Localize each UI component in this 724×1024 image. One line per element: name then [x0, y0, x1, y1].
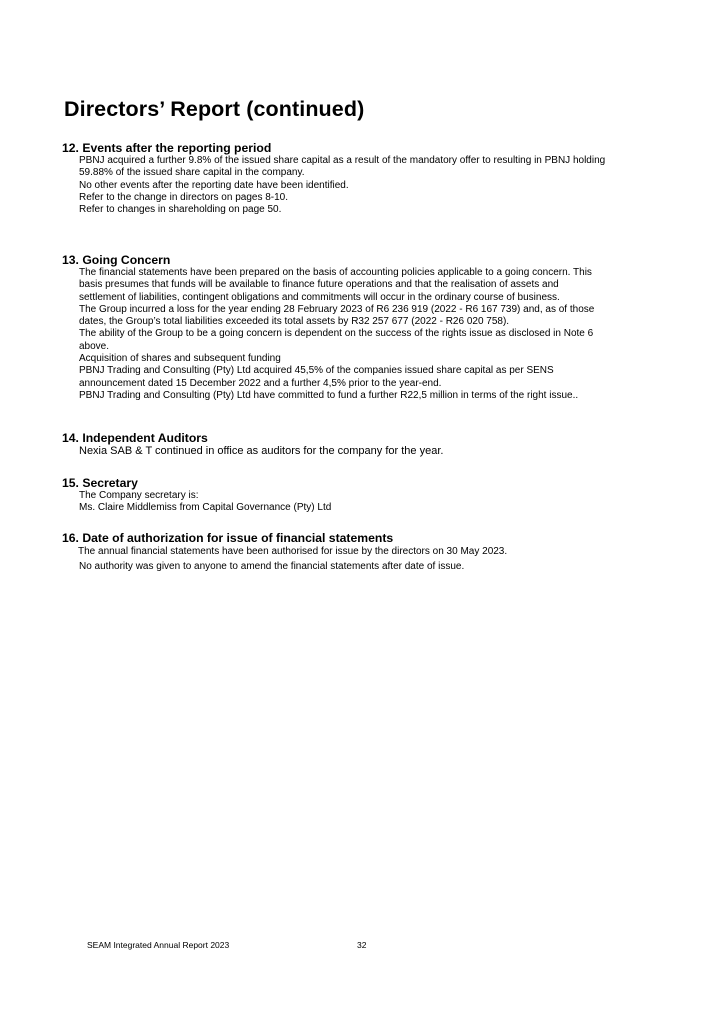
paragraph-line: Nexia SAB & T continued in office as auditors for the company for the year. [79, 445, 444, 457]
paragraph-line: PBNJ Trading and Consulting (Pty) Ltd acquired 45,5% of the companies issued share capital as per SENS [79, 365, 554, 377]
section-independent-auditors [62, 431, 682, 458]
section-secretary [62, 476, 682, 515]
section-heading: 15. Secretary [62, 476, 138, 490]
paragraph-line: The Company secretary is: [79, 490, 199, 501]
section-body [79, 490, 682, 515]
section-body [79, 445, 682, 458]
paragraph-line: PBNJ Trading and Consulting (Pty) Ltd have committed to fund a further R22,5 million in terms of the right issue.. [79, 389, 579, 401]
paragraph-line: The Group incurred a loss for the year ending 28 February 2023 of R6 236 919 (2022 - R6 167 739) and, as of those [79, 303, 595, 315]
paragraph-line: Refer to the change in directors on pages 8-10. [79, 191, 289, 203]
paragraph-line: basis presumes that funds will be available to finance future operations and that the realisation of assets and [79, 279, 559, 291]
section-body [78, 545, 682, 574]
section-body [79, 155, 682, 216]
section-heading: 12. Events after the reporting period [62, 141, 272, 155]
paragraph-line: The annual financial statements have been authorised for issue by the directors on 30 May 2023. [78, 546, 508, 557]
paragraph-line: Refer to changes in shareholding on page 50. [79, 204, 282, 216]
paragraph-line: The financial statements have been prepared on the basis of accounting policies applicable to a going concern. This [79, 267, 592, 278]
section-going-concern [62, 253, 682, 402]
paragraph-line: 59.88% of the issued share capital in the company. [79, 167, 305, 179]
section-body [79, 267, 682, 402]
section-heading: 13. Going Concern [62, 253, 171, 267]
paragraph-line: No authority was given to anyone to amend the financial statements after date of issue. [79, 560, 465, 572]
footer-page-number: 32 [357, 940, 367, 950]
paragraph-line: Acquisition of shares and subsequent funding [79, 353, 281, 365]
section-heading: 16. Date of authorization for issue of financial statements [62, 531, 394, 545]
section-date-of-authorization [62, 531, 682, 574]
section-heading: 14. Independent Auditors [62, 431, 208, 445]
paragraph-line: above. [79, 340, 110, 352]
paragraph-line: Ms. Claire Middlemiss from Capital Governance (Pty) Ltd [79, 502, 332, 514]
paragraph-line: No other events after the reporting date have been identified. [79, 179, 349, 191]
page-title: Directors’ Report (continued) [64, 97, 365, 121]
paragraph-line: announcement dated 15 December 2022 and a further 4,5% prior to the year-end. [79, 377, 442, 389]
paragraph-line: dates, the Group’s total liabilities exceeded its total assets by R32 257 677 (2022 - R26 020 758). [79, 316, 510, 328]
paragraph-line: The ability of the Group to be a going concern is dependent on the success of the rights issue as disclosed in Note 6 [79, 328, 594, 340]
section-events-after-reporting-period [62, 141, 682, 216]
paragraph-line: PBNJ acquired a further 9.8% of the issued share capital as a result of the mandatory offer to resulting in PBNJ holding [79, 155, 606, 166]
footer-report-name: SEAM Integrated Annual Report 2023 [87, 940, 230, 950]
paragraph-line: settlement of liabilities, contingent obligations and commitments will occur in the ordinary course of business. [79, 291, 560, 303]
